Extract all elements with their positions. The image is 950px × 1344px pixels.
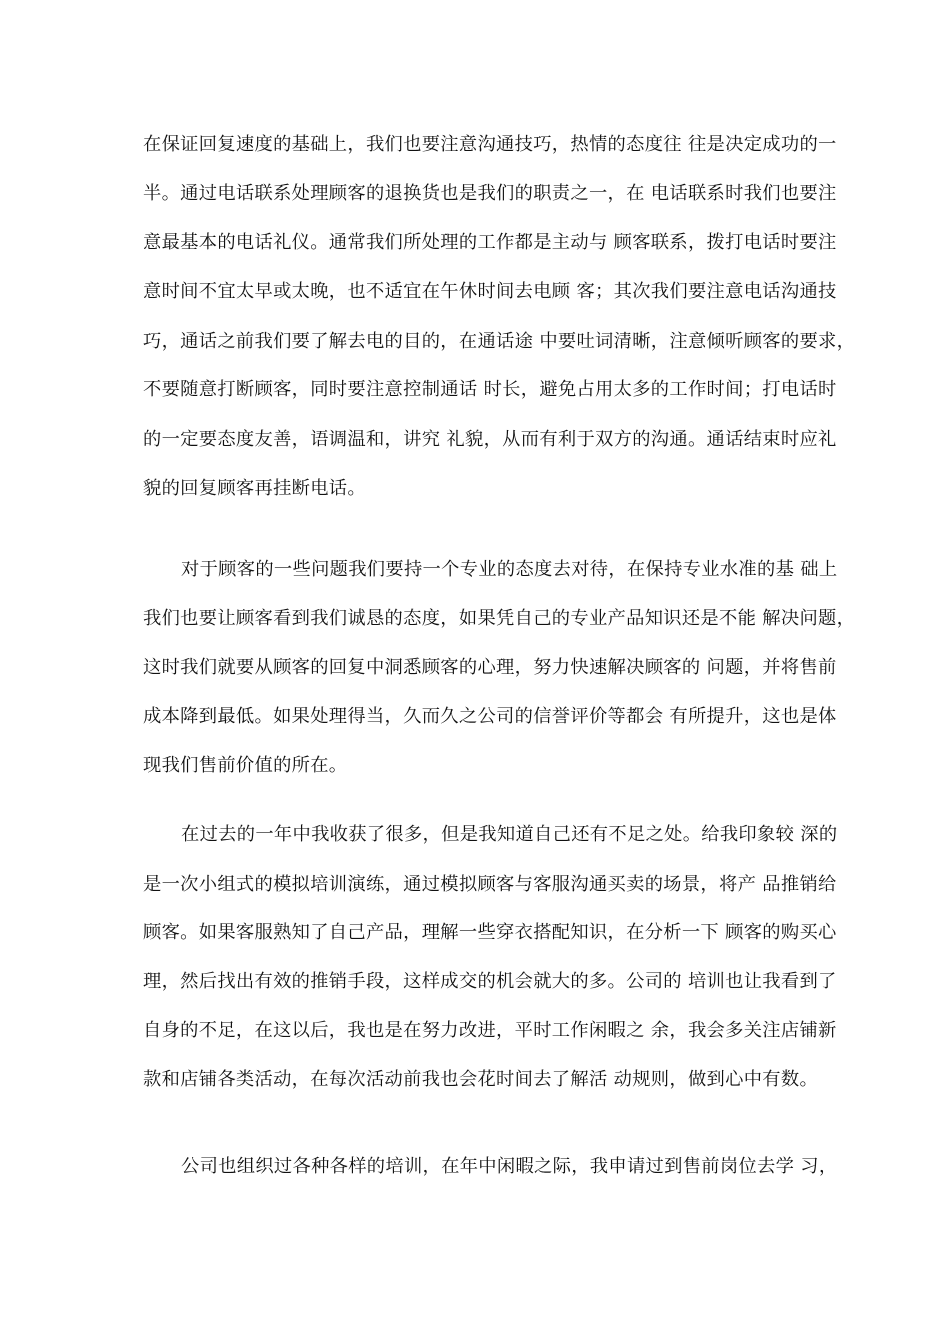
text-line: 在保证回复速度的基础上，我们也要注意沟通技巧，热情的态度往 往是决定成功的一 <box>143 134 837 155</box>
text-line: 现我们售前价值的所在。 <box>143 755 348 776</box>
text-line: 我们也要让顾客看到我们诚恳的态度，如果凭自己的专业产品知识还是不能 解决问题， <box>143 608 856 629</box>
text-line: 自身的不足，在这以后，我也是在努力改进，平时工作闲暇之 余，我会多关注店铺新 <box>143 1020 837 1041</box>
text-line: 意最基本的电话礼仪。通常我们所处理的工作都是主动与 顾客联系，拨打电话时要注 <box>143 232 837 253</box>
text-line: 这时我们就要从顾客的回复中洞悉顾客的心理，努力快速解决顾客的 问题，并将售前 <box>143 657 837 678</box>
text-line: 成本降到最低。如果处理得当，久而久之公司的信誉评价等都会 有所提升，这也是体 <box>143 706 837 727</box>
text-line: 意时间不宜太早或太晚，也不适宜在午休时间去电顾 客；其次我们要注意电话沟通技 <box>143 281 837 302</box>
text-line: 不要随意打断顾客，同时要注意控制通话 时长，避免占用太多的工作时间；打电话时 <box>143 379 837 400</box>
text-line: 理，然后找出有效的推销手段，这样成交的机会就大的多。公司的 培训也让我看到了 <box>143 971 837 992</box>
text-line: 巧，通话之前我们要了解去电的目的，在通话途 中要吐词清晰，注意倾听顾客的要求， <box>143 331 856 352</box>
text-line: 貌的回复顾客再挂断电话。 <box>143 478 366 499</box>
text-line: 顾客。如果客服熟知了自己产品，理解一些穿衣搭配知识，在分析一下 顾客的购买心 <box>143 922 837 943</box>
text-line: 款和店铺各类活动，在每次活动前我也会花时间去了解活 动规则，做到心中有数。 <box>143 1069 819 1090</box>
text-line: 半。通过电话联系处理顾客的退换货也是我们的职责之一，在 电话联系时我们也要注 <box>143 183 837 204</box>
text-line: 的一定要态度友善，语调温和，讲究 礼貌，从而有利于双方的沟通。通话结束时应礼 <box>143 429 837 450</box>
text-line: 是一次小组式的模拟培训演练，通过模拟顾客与客服沟通买卖的场景，将产 品推销给 <box>143 874 837 895</box>
text-line: 公司也组织过各种各样的培训，在年中闲暇之际，我申请过到售前岗位去学 习， <box>181 1156 838 1177</box>
text-line: 在过去的一年中我收获了很多，但是我知道自己还有不足之处。给我印象较 深的 <box>181 824 838 845</box>
text-line: 对于顾客的一些问题我们要持一个专业的态度去对待，在保持专业水准的基 础上 <box>181 559 838 580</box>
